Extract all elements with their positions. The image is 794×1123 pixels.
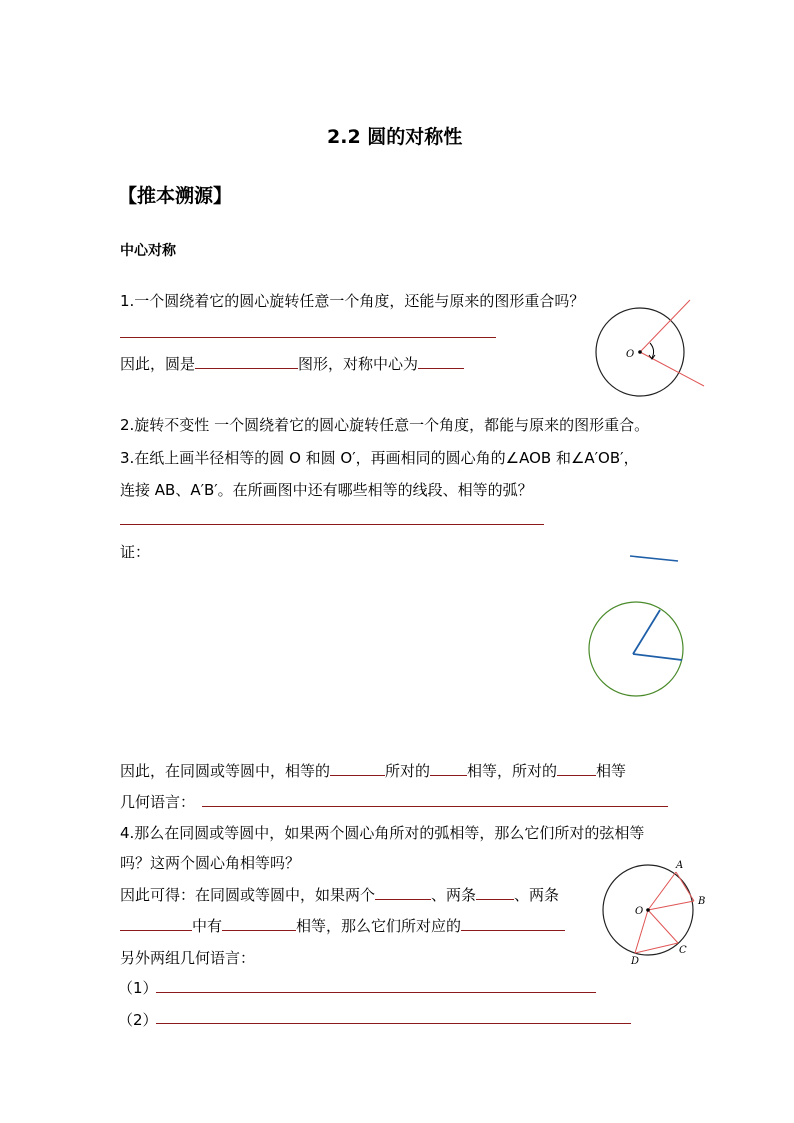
q1-line2-b: 图形，对称中心为 [298,355,419,373]
fig1-radius-line-2 [640,352,704,386]
fig3-label-c: C [679,945,687,956]
fig3-radius-oc [648,910,678,943]
q4-c4: 中有 [192,917,223,935]
fig3-label-o: O [635,906,644,917]
q4-item2-label: （2） [118,1011,158,1029]
q4-item1-label: （1） [118,979,158,997]
q4-conclusion-1 [120,884,559,905]
fig1-label-o: O [626,349,635,360]
blank-summary-2[interactable] [430,761,467,776]
q4-line1: 4.那么在同圆或等圆中，如果两个圆心角所对的弧相等，那么它们所对的弦相等 [120,824,645,842]
summary-line [120,760,626,781]
blank-q4-5[interactable] [461,916,565,931]
q4-line2: 吗？这两个圆心角相等吗？ [120,854,301,872]
q4-item2-line [156,1023,631,1024]
q4-item1-line [156,992,596,993]
q4-other-label: 另外两组几何语言： [120,949,256,967]
blank-q4-1[interactable] [375,885,431,900]
figure-circle-chords [595,855,715,975]
fig3-radius-ob [648,901,694,910]
fig2-radius-2 [633,654,682,660]
fig2-radius-1 [633,610,660,654]
figure-circle-rotation [590,295,710,415]
q1-line2-a: 因此，圆是 [120,355,196,373]
fig1-radius-line-1 [640,300,690,352]
summary-a: 因此，在同圆或等圆中，相等的 [120,762,331,780]
blank-q4-3[interactable] [120,916,192,931]
fig3-label-d: D [631,956,640,967]
fig3-label-a: A [676,860,684,871]
blank-symmetry-center[interactable] [418,354,464,369]
figure-circle-angle [580,548,700,708]
fig1-rotation-arc-icon [650,343,654,358]
blank-summary-1[interactable] [330,761,385,776]
summary-geo-label: 几何语言： [120,793,196,811]
fig2-free-segment [630,556,678,561]
summary-c: 相等，所对的 [467,762,558,780]
blank-figure-type[interactable] [195,354,298,369]
fig3-chord-ab [676,872,694,901]
q4-c2: 、两条 [431,886,477,904]
q3-proof-label: 证： [120,543,151,561]
fig3-center-dot [646,908,650,912]
summary-d: 相等 [596,762,627,780]
q4-conclusion-2 [120,915,565,936]
fig1-center-dot [638,350,642,354]
q2-text: 2.旋转不变性 一个圆绕着它的圆心旋转任意一个角度，都能与原来的图形重合。 [120,416,650,434]
blank-q4-2[interactable] [476,885,514,900]
q4-c3: 、两条 [514,886,560,904]
q4-c5: 相等，那么它们所对应的 [296,917,462,935]
blank-q4-4[interactable] [222,916,296,931]
q1-line2 [120,353,464,374]
section-heading: 【推本溯源】 [118,185,233,207]
fig3-radius-oa [648,872,676,910]
summary-b: 所对的 [385,762,431,780]
subsection-heading: 中心对称 [120,243,176,259]
q3-line1: 3.在纸上画半径相等的圆 O 和圆 O′，再画相同的圆心角的∠AOB 和∠A′OB′， [120,449,639,467]
summary-geo-line [202,806,668,807]
q3-answer-line [120,524,544,525]
q1-text: 1.一个圆绕着它的圆心旋转任意一个角度，还能与原来的图形重合吗？ [120,292,585,310]
q4-c1: 因此可得：在同圆或等圆中，如果两个 [120,886,376,904]
blank-summary-3[interactable] [557,761,596,776]
fig3-label-b: B [698,896,706,907]
page-title: 2.2 圆的对称性 [327,126,463,148]
q3-line2: 连接 AB、A′B′。在所画图中还有哪些相等的线段、相等的弧？ [120,481,533,499]
q1-answer-line [120,337,496,338]
